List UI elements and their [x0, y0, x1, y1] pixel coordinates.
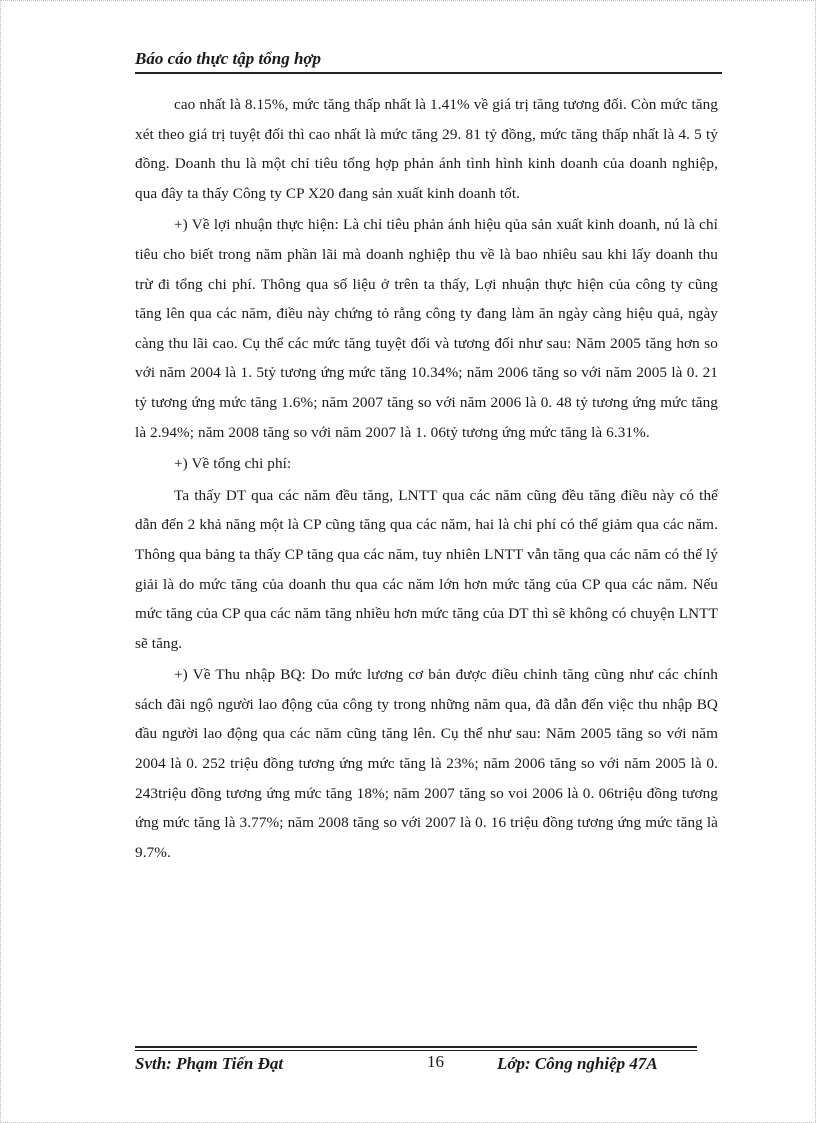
footer-author: Svth: Phạm Tiến Đạt: [135, 1054, 284, 1073]
paragraph-total-cost-heading: +) Về tổng chi phí:: [174, 455, 292, 473]
header-title: Báo cáo thực tập tổng hợp: [135, 49, 322, 68]
paragraph-profit: +) Về lợi nhuận thực hiện: Là chỉ tiêu phản ánh hiệu qủa sản xuất kinh doanh, nú là chỉ tiêu cho biết trong năm phần lãi mà doanh nghiệp thu về là bao nhiêu sau khi lấy doanh thu trừ đi tổng chi phí. Thông qua số liệu ở trên ta thấy, Lợi nhuận thực hiện của công ty cũng tăng lên qua các năm, điều này chứng tỏ rằng công ty đang làm ăn ngày càng hiệu quả, ngày càng thu lãi cao. Cụ thể các mức tăng tuyệt đối và tương đối như sau: Năm 2005 tăng hơn so với năm 2004 là 1. 5tỷ tương ứng mức tăng 10.34%; năm 2006 tăng so với năm 2005 là 0. 21 tỷ tương ứng mức tăng 1.6%; năm 2007 tăng so với năm 2006 là 0. 48 tỷ tương ứng mức tăng là 2.94%; năm 2008 tăng so với năm 2007 là 1. 06tỷ tương ứng mức tăng là 6.31%.: [135, 216, 718, 441]
paragraph-revenue-continued: cao nhất là 8.15%, mức tăng thấp nhất là 1.41% về giá trị tăng tương đối. Còn mức tăng xét theo giá trị tuyệt đối thì cao nhất là mức tăng 29. 81 tỷ đồng, mức tăng thấp nhất là 4. 5 tỷ đồng. Doanh thu là một chỉ tiêu tổng hợp phản ánh tình hình kinh doanh của doanh nghiệp, qua đây ta thấy Công ty CP X20 đang sản xuất kinh doanh tốt.: [135, 96, 718, 202]
footer-rule-thin: [135, 1050, 697, 1051]
footer-class: Lớp: Công nghiệp 47A: [497, 1054, 658, 1073]
document-body: [135, 90, 718, 867]
paragraph-total-cost: Ta thấy DT qua các năm đều tăng, LNTT qua các năm cũng đều tăng điều này có thể dẫn đến 2 khả năng một là CP cũng tăng qua các năm, hai là chi phí có thể giảm qua các năm. Thông qua bảng ta thấy CP tăng qua các năm, tuy nhiên LNTT vẫn tăng qua các năm có thể lý giải là do mức tăng của doanh thu qua các năm lớn hơn mức tăng của CP qua các năm. Nếu mức tăng của CP qua các năm tăng nhiều hơn mức tăng của DT thì sẽ không có chuyện LNTT sẽ tăng.: [135, 486, 718, 652]
page-header: [135, 48, 722, 74]
paragraph-average-income: +) Về Thu nhập BQ: Do mức lương cơ bản được điều chỉnh tăng cũng như các chính sách đãi ngộ người lao động của công ty trong những năm qua, đã dẫn đến việc thu nhập BQ đầu người lao động qua các năm cũng tăng lên. Cụ thể như sau: Năm 2005 tăng so với năm 2004 là 0. 252 triệu đồng tương ứng mức tăng là 23%; năm 2006 tăng so với năm 2005 là 0. 243triệu đồng tương ứng mức tăng 18%; năm 2007 tăng so voi 2006 là 0. 06triệu đồng tương ứng mức tăng là 3.77%; năm 2008 tăng so với 2007 là 0. 16 triệu đồng tương ứng mức tăng là 9.7%.: [135, 666, 718, 861]
footer-rule: [135, 1046, 697, 1048]
page-number: 16: [427, 1052, 444, 1071]
page-footer: [135, 1046, 697, 1080]
